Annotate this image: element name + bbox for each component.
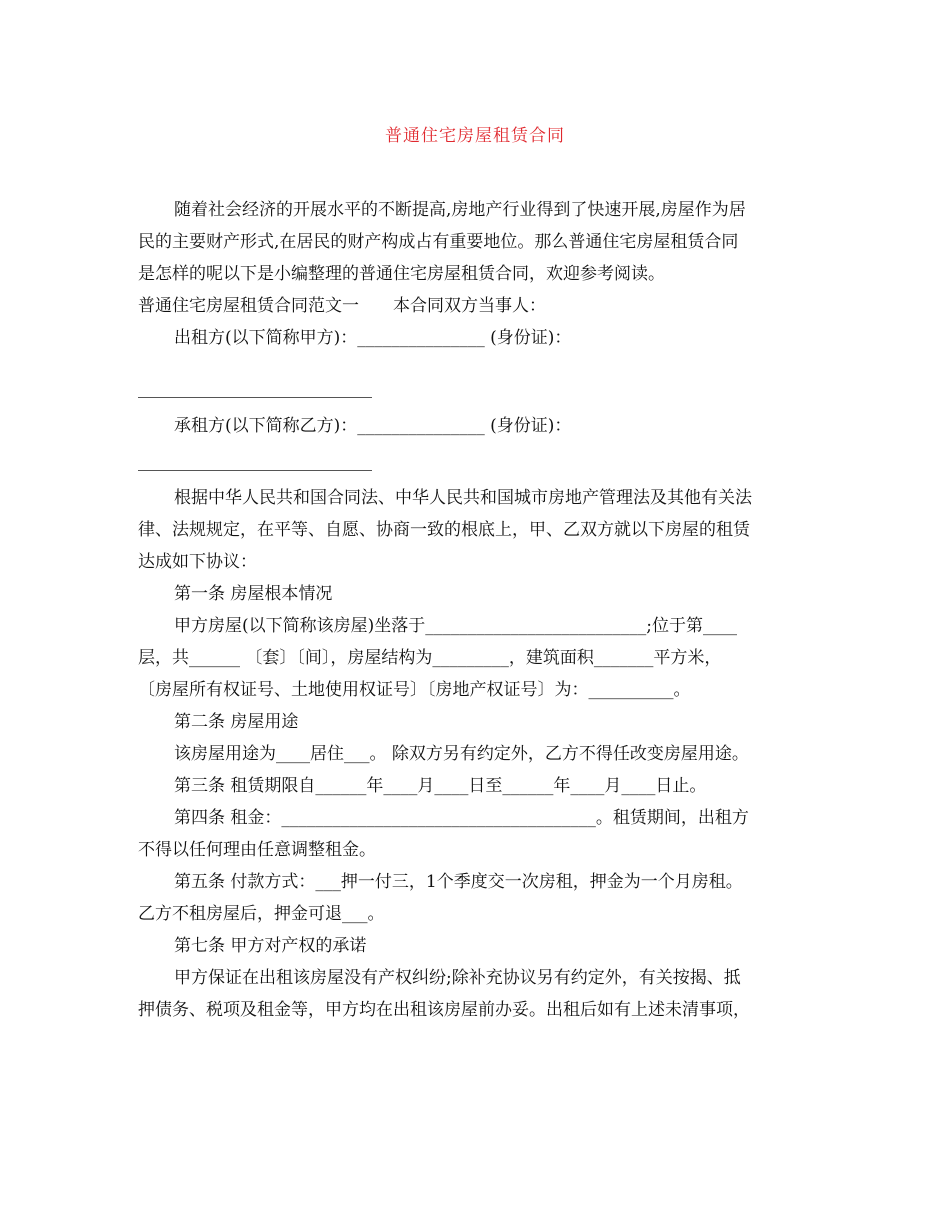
lessor-line: 出租方(以下简称甲方)：_______________ (身份证)：: [174, 328, 572, 348]
article-4-line: 第四条 租金：_____________________________________。租赁期间，出租方: [174, 808, 749, 828]
basis-line: 达成如下协议：: [138, 552, 257, 572]
article-5-line: 第五条 付款方式：___押一付三，1个季度交一次房租，押金为一个月房租。: [174, 872, 743, 892]
lessee-paragraph: [138, 410, 818, 442]
article-1-line: 层，共______ 〔套〕〔间〕，房屋结构为_________，建筑面积_______平方米，: [138, 648, 722, 668]
document-title: 普通住宅房屋租赁合同: [385, 126, 565, 146]
article-7-title: 第七条 甲方对产权的承诺: [174, 936, 367, 956]
article-4-line: 不得以任何理由任意调整租金。: [138, 840, 376, 860]
article-3-line: 第三条 租赁期限自______年____月____日至______年____月____日止。: [174, 776, 707, 796]
lessor-id-blank: [138, 397, 372, 398]
article-7-line: 甲方保证在出租该房屋没有产权纠纷;除补充协议另有约定外，有关按揭、抵: [174, 968, 741, 988]
lessee-id-blank: [138, 470, 372, 471]
contract-body: [138, 482, 818, 1026]
article-2-line: 该房屋用途为____居住___。 除双方另有约定外，乙方不得任改变房屋用途。: [174, 744, 749, 764]
intro-line: 是怎样的呢以下是小编整理的普通住宅房屋租赁合同，欢迎参考阅读。: [138, 264, 665, 284]
intro-paragraph: [138, 194, 818, 354]
intro-line: 随着社会经济的开展水平的不断提高,房地产行业得到了快速开展,房屋作为居: [174, 200, 746, 220]
article-1-line: 〔房屋所有权证号、土地使用权证号〕〔房地产权证号〕为：__________。: [138, 680, 691, 700]
article-2-title: 第二条 房屋用途: [174, 712, 299, 732]
lessee-line: 承租方(以下简称乙方)：_______________ (身份证)：: [174, 416, 572, 436]
article-1-line: 甲方房屋(以下简称该房屋)坐落于__________________________;位于第____: [174, 616, 737, 636]
article-1-title: 第一条 房屋根本情况: [174, 584, 333, 604]
article-5-line: 乙方不租房屋后，押金可退___。: [138, 904, 385, 924]
basis-line: 根据中华人民共和国合同法、中华人民共和国城市房地产管理法及其他有关法: [174, 488, 752, 508]
intro-line: 民的主要财产形式,在居民的财产构成占有重要地位。那么普通住宅房屋租赁合同: [138, 232, 739, 252]
article-7-line: 押债务、税项及租金等，甲方均在出租该房屋前办妥。出租后如有上述未清事项，: [138, 1000, 750, 1020]
basis-line: 律、法规规定，在平等、自愿、协商一致的根底上，甲、乙双方就以下房屋的租赁: [138, 520, 750, 540]
sample-heading: 普通住宅房屋租赁合同范文一 本合同双方当事人：: [138, 296, 546, 316]
